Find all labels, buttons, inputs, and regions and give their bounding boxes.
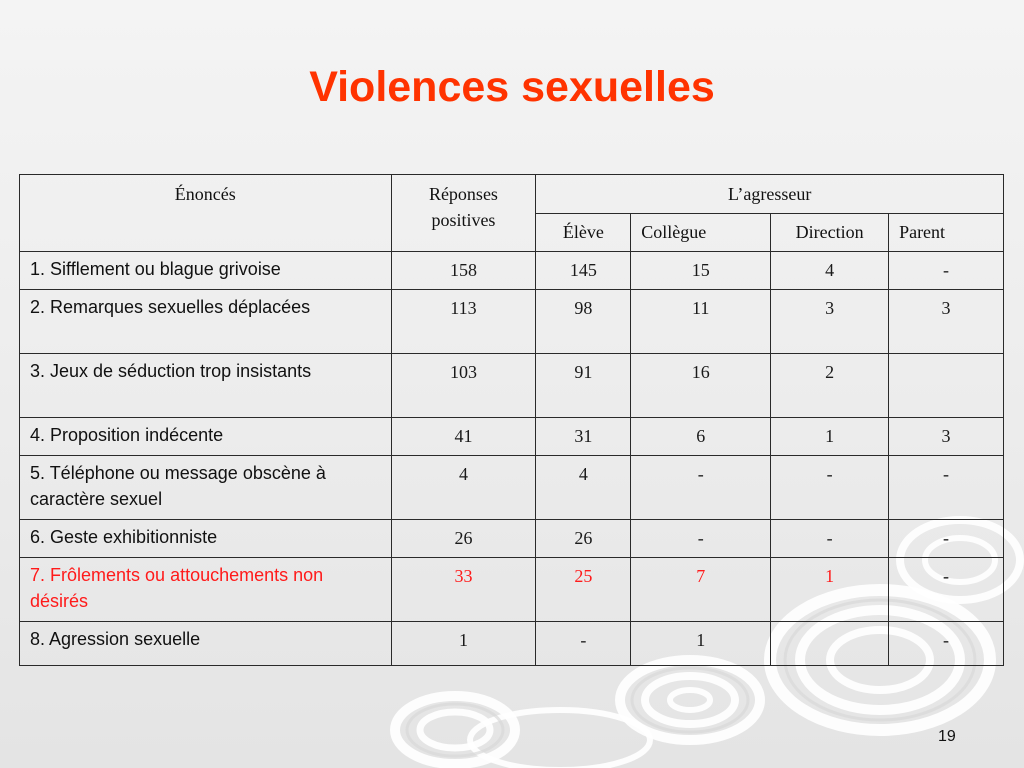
management-value: 4	[771, 252, 889, 290]
management-value: 3	[771, 290, 889, 354]
header-statement: Énoncés	[20, 175, 392, 252]
colleague-value: 15	[631, 252, 771, 290]
parent-value: 3	[889, 418, 1004, 456]
header-student: Élève	[536, 214, 631, 252]
row-label: 2. Remarques sexuelles déplacées	[20, 290, 392, 354]
positive-answers-value: 26	[391, 520, 536, 558]
table-row	[20, 456, 1004, 520]
management-value	[771, 622, 889, 666]
management-value: 2	[771, 354, 889, 418]
header-colleague: Collègue	[631, 214, 771, 252]
row-label: 6. Geste exhibitionniste	[20, 520, 392, 558]
colleague-value: 6	[631, 418, 771, 456]
student-value: 26	[536, 520, 631, 558]
row-label: 1. Sifflement ou blague grivoise	[20, 252, 392, 290]
parent-value	[889, 354, 1004, 418]
positive-answers-value: 103	[391, 354, 536, 418]
colleague-value: 7	[631, 558, 771, 622]
header-management: Direction	[771, 214, 889, 252]
positive-answers-value: 1	[391, 622, 536, 666]
header-aggressor: L’agresseur	[536, 175, 1004, 214]
page-number: 19	[938, 728, 956, 745]
slide-title: Violences sexuelles	[309, 63, 715, 111]
parent-value: -	[889, 558, 1004, 622]
table-row	[20, 520, 1004, 558]
table-row	[20, 252, 1004, 290]
table-row	[20, 418, 1004, 456]
parent-value: -	[889, 520, 1004, 558]
positive-answers-value: 158	[391, 252, 536, 290]
positive-answers-value: 41	[391, 418, 536, 456]
parent-value: -	[889, 622, 1004, 666]
table-row	[20, 354, 1004, 418]
header-positive-answers: Réponses positives	[391, 175, 536, 252]
row-label: 8. Agression sexuelle	[20, 622, 392, 666]
colleague-value: -	[631, 520, 771, 558]
table-row	[20, 622, 1004, 666]
table-row-highlighted	[20, 558, 1004, 622]
management-value: 1	[771, 418, 889, 456]
colleague-value: -	[631, 456, 771, 520]
student-value: 98	[536, 290, 631, 354]
statistics-table	[19, 174, 1004, 666]
management-value: -	[771, 456, 889, 520]
student-value: 4	[536, 456, 631, 520]
parent-value: 3	[889, 290, 1004, 354]
student-value: -	[536, 622, 631, 666]
parent-value: -	[889, 456, 1004, 520]
row-label: 5. Téléphone ou message obscène à caractère sexuel	[20, 456, 392, 520]
row-label: 4. Proposition indécente	[20, 418, 392, 456]
student-value: 91	[536, 354, 631, 418]
parent-value: -	[889, 252, 1004, 290]
table-header-row	[20, 175, 1004, 214]
management-value: 1	[771, 558, 889, 622]
row-label: 3. Jeux de séduction trop insistants	[20, 354, 392, 418]
positive-answers-value: 33	[391, 558, 536, 622]
positive-answers-value: 4	[391, 456, 536, 520]
colleague-value: 16	[631, 354, 771, 418]
header-parent: Parent	[889, 214, 1004, 252]
colleague-value: 11	[631, 290, 771, 354]
student-value: 31	[536, 418, 631, 456]
table-row	[20, 290, 1004, 354]
colleague-value: 1	[631, 622, 771, 666]
management-value: -	[771, 520, 889, 558]
student-value: 145	[536, 252, 631, 290]
positive-answers-value: 113	[391, 290, 536, 354]
student-value: 25	[536, 558, 631, 622]
row-label: 7. Frôlements ou attouchements non désirés	[20, 558, 392, 622]
